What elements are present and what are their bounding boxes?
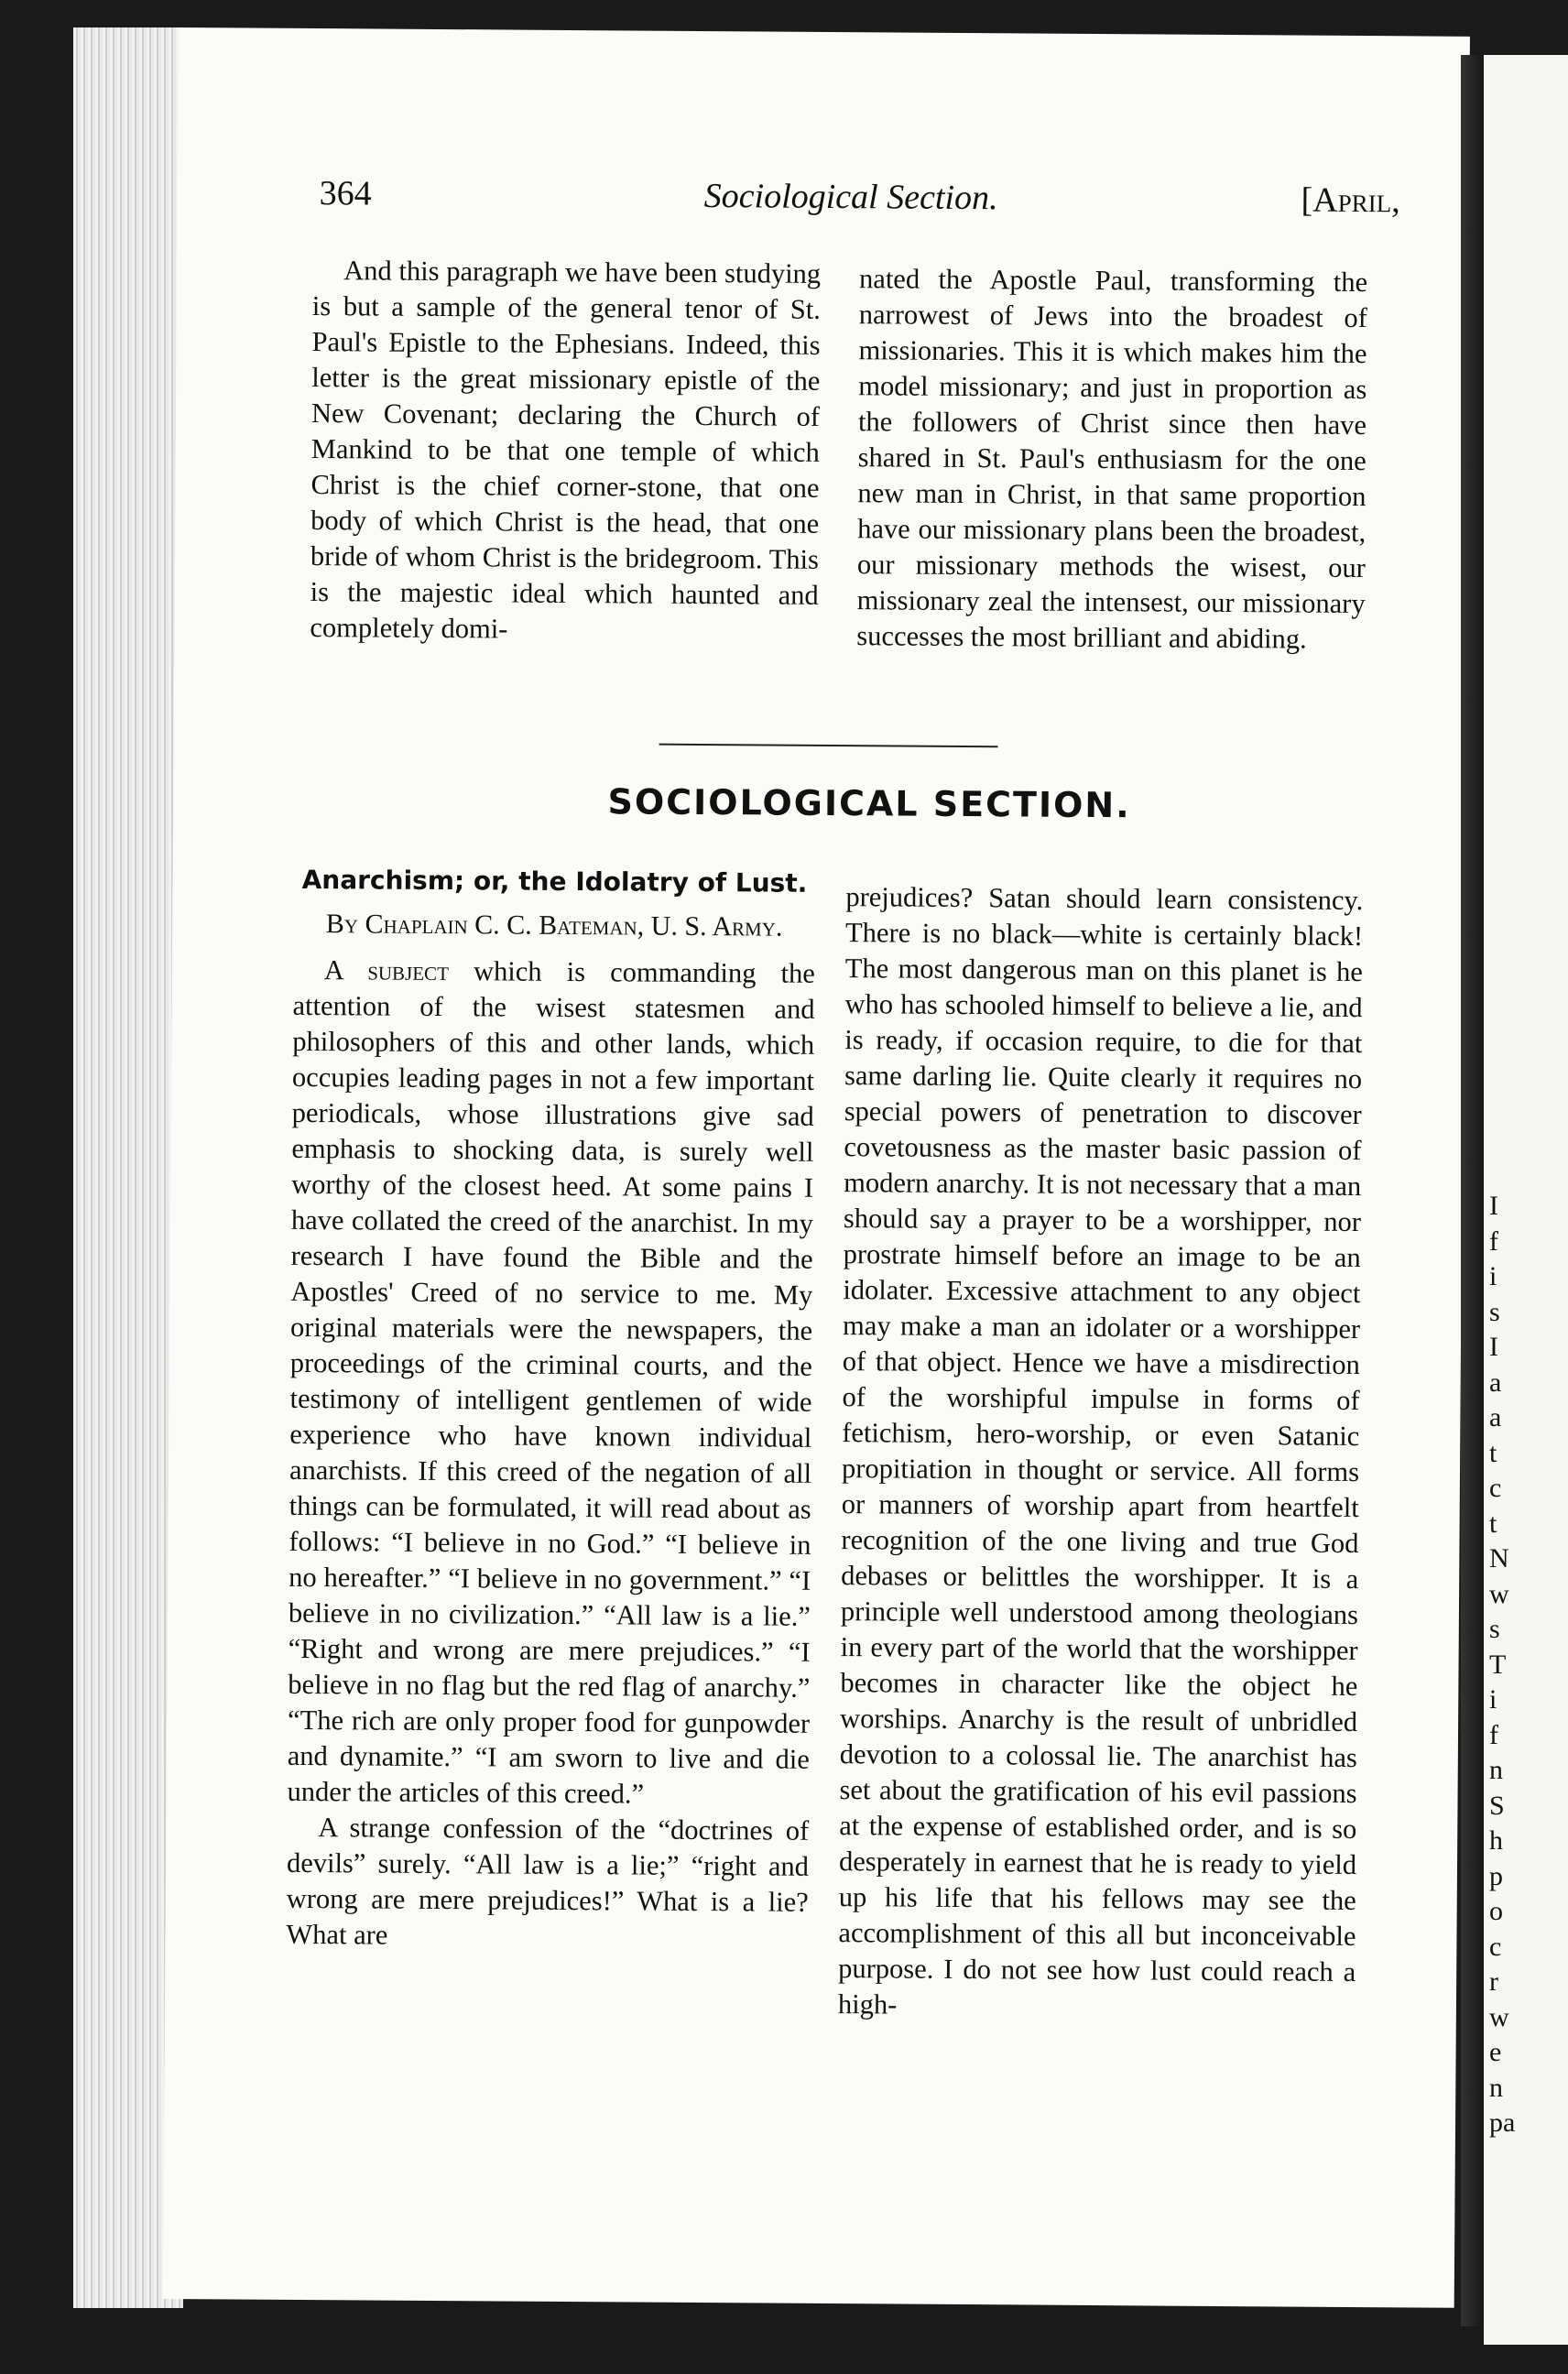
- running-header: [319, 173, 1399, 235]
- facing-page-fragment: T: [1489, 1649, 1507, 1680]
- book-page: [163, 27, 1470, 2308]
- facing-page-fragment: n: [1489, 1755, 1503, 1785]
- running-month: [April,: [1301, 180, 1400, 221]
- facing-page-fragment: I: [1489, 1191, 1498, 1221]
- page-number: 364: [319, 174, 372, 213]
- facing-page-fragment: s: [1489, 1296, 1500, 1327]
- paragraph-lead: A subject: [323, 954, 450, 987]
- facing-page-fragment: n: [1489, 2072, 1503, 2103]
- facing-page-fragment: c: [1489, 1473, 1502, 1503]
- facing-page-fragment: I: [1489, 1332, 1498, 1362]
- top-right-column: [856, 261, 1367, 658]
- facing-page-fragment: f: [1489, 1719, 1498, 1750]
- facing-page-fragment: w: [1489, 2001, 1509, 2032]
- paragraph-1-text: which is commanding the attention of the wisest statesmen and philosophers of this and other lands, which occupies leading pages in not a few important periodicals, whose illustrations give sad emphasis to shocking data, is surely well worthy of the closest heed. At some pains I have collated the creed of the anarchist. In my research I have found the Bible and the Apostles' Creed of no service to me. My original materials were the newspapers, the proceedings of the criminal courts, and the testimony of intelligent gentlemen of wide experience who have known individual anarchists. If this creed of the negation of all things can be formulated, it will read about as follows: “I believe in no God.” “I believe in no hereafter.” “I believe in no government.” “I believe in no civilization.” “All law is a lie.” “Right and wrong are mere prejudices.” “I believe in no flag but the red flag of anarchy.” “The rich are only proper food for gunpowder and dynamite.” “I am sworn to live and die under the articles of this creed.”: [287, 955, 815, 1810]
- facing-page-fragment: i: [1489, 1261, 1497, 1291]
- top-left-column: [310, 253, 821, 649]
- facing-page-fragment: a: [1489, 1402, 1502, 1432]
- facing-page-fragment: w: [1489, 1578, 1509, 1609]
- section-title: SOCIOLOGICAL SECTION.: [607, 781, 1131, 826]
- section-divider: [659, 744, 998, 748]
- article-paragraph-2: A strange confession of the “doctrines of devils” surely. “All law is a lie;” “right and wrong are mere prejudices!” What is a lie? What are: [286, 1812, 810, 1951]
- article-paragraph-1: [287, 953, 815, 1813]
- article-right-paragraph: prejudices? Satan should learn consistency. There is no black—white is certainly black! The most dangerous man on this planet is he who has schooled himself to believe a lie, and is ready, if occasion require, to die for that same darling lie. Quite clearly it requires no special powers of penetration to discover covetousness as the master basic passion of modern anarchy. It is not necessary that a man should say a prayer to be a worshipper, nor prostrate himself before an image to be an idolater. Excessive attachment to any object may make a man an idolater or a worshipper of that object. Hence we have a misdirection of the worshipful impulse in forms of fetichism, hero-worship, or even Satanic propitiation in thought or service. All forms or manners of worship apart from heartfelt recognition of the one living and true God debases or belittles the worshipper. It is a principle well understood among theologians in every part of the world that the worshipper becomes in character like the object he worships. Anarchy is the result of unbridled devotion to a colossal lie. The anarchist has set about the gratification of his evil passions at the expense of established order, and is so desperately in earnest that he is ready to yield up his life that his fellows may see the accomplishment of this all but inconceivable purpose. I do not see how lust could reach a high-: [837, 881, 1364, 2020]
- facing-page-fragment: e: [1489, 2037, 1502, 2067]
- facing-page-fragment: h: [1489, 1825, 1503, 1856]
- top-right-paragraph: nated the Apostle Paul, transforming the narrowest of Jews into the broadest of missionaries. This it is which makes him the model missionary; and just in proportion as the followers of Christ since then have shared in St. Paul's enthusiasm for the one new man in Christ, in that same proportion have our missionary plans been the broadest, our missionary methods the wisest, our missionary zeal the intensest, our missionary successes the most brilliant and abiding.: [856, 263, 1368, 655]
- facing-page-fragment: r: [1489, 1966, 1498, 1997]
- facing-page-fragment: p: [1489, 1860, 1503, 1891]
- facing-page-fragment: o: [1489, 1896, 1503, 1926]
- running-title: Sociological Section.: [703, 177, 998, 218]
- facing-page-fragment: N: [1489, 1543, 1509, 1574]
- facing-page-fragment: s: [1489, 1614, 1500, 1644]
- facing-page-fragment: a: [1489, 1367, 1502, 1398]
- facing-page-fragment: t: [1489, 1508, 1497, 1539]
- article-right-column: [838, 879, 1364, 2026]
- facing-page-fragment: pa: [1489, 2107, 1516, 2138]
- facing-page-fragment: t: [1489, 1437, 1497, 1468]
- article-title: Anarchism; or, the Idolatry of Lust.: [301, 864, 808, 898]
- facing-page-fragment: S: [1489, 1790, 1505, 1821]
- facing-page-fragment: i: [1489, 1684, 1497, 1715]
- facing-page: [1484, 55, 1568, 2345]
- top-left-paragraph: And this paragraph we have been studying is but a sample of the general tenor of St. Paul's Epistle to the Ephesians. Indeed, this letter is the great missionary epistle of the New Covenant; declaring the Church of Mankind to be that one temple of which Christ is the chief corner-stone, that one body of which Christ is the head, that one bride of whom Christ is the bridegroom. This is the majestic ideal which haunted and completely domi-: [310, 255, 822, 645]
- article-left-column: [286, 862, 815, 1956]
- article-byline: By Chaplain C. C. Bateman, U. S. Army.: [325, 909, 783, 942]
- facing-page-fragment: c: [1489, 1931, 1502, 1962]
- facing-page-fragment: f: [1489, 1225, 1498, 1257]
